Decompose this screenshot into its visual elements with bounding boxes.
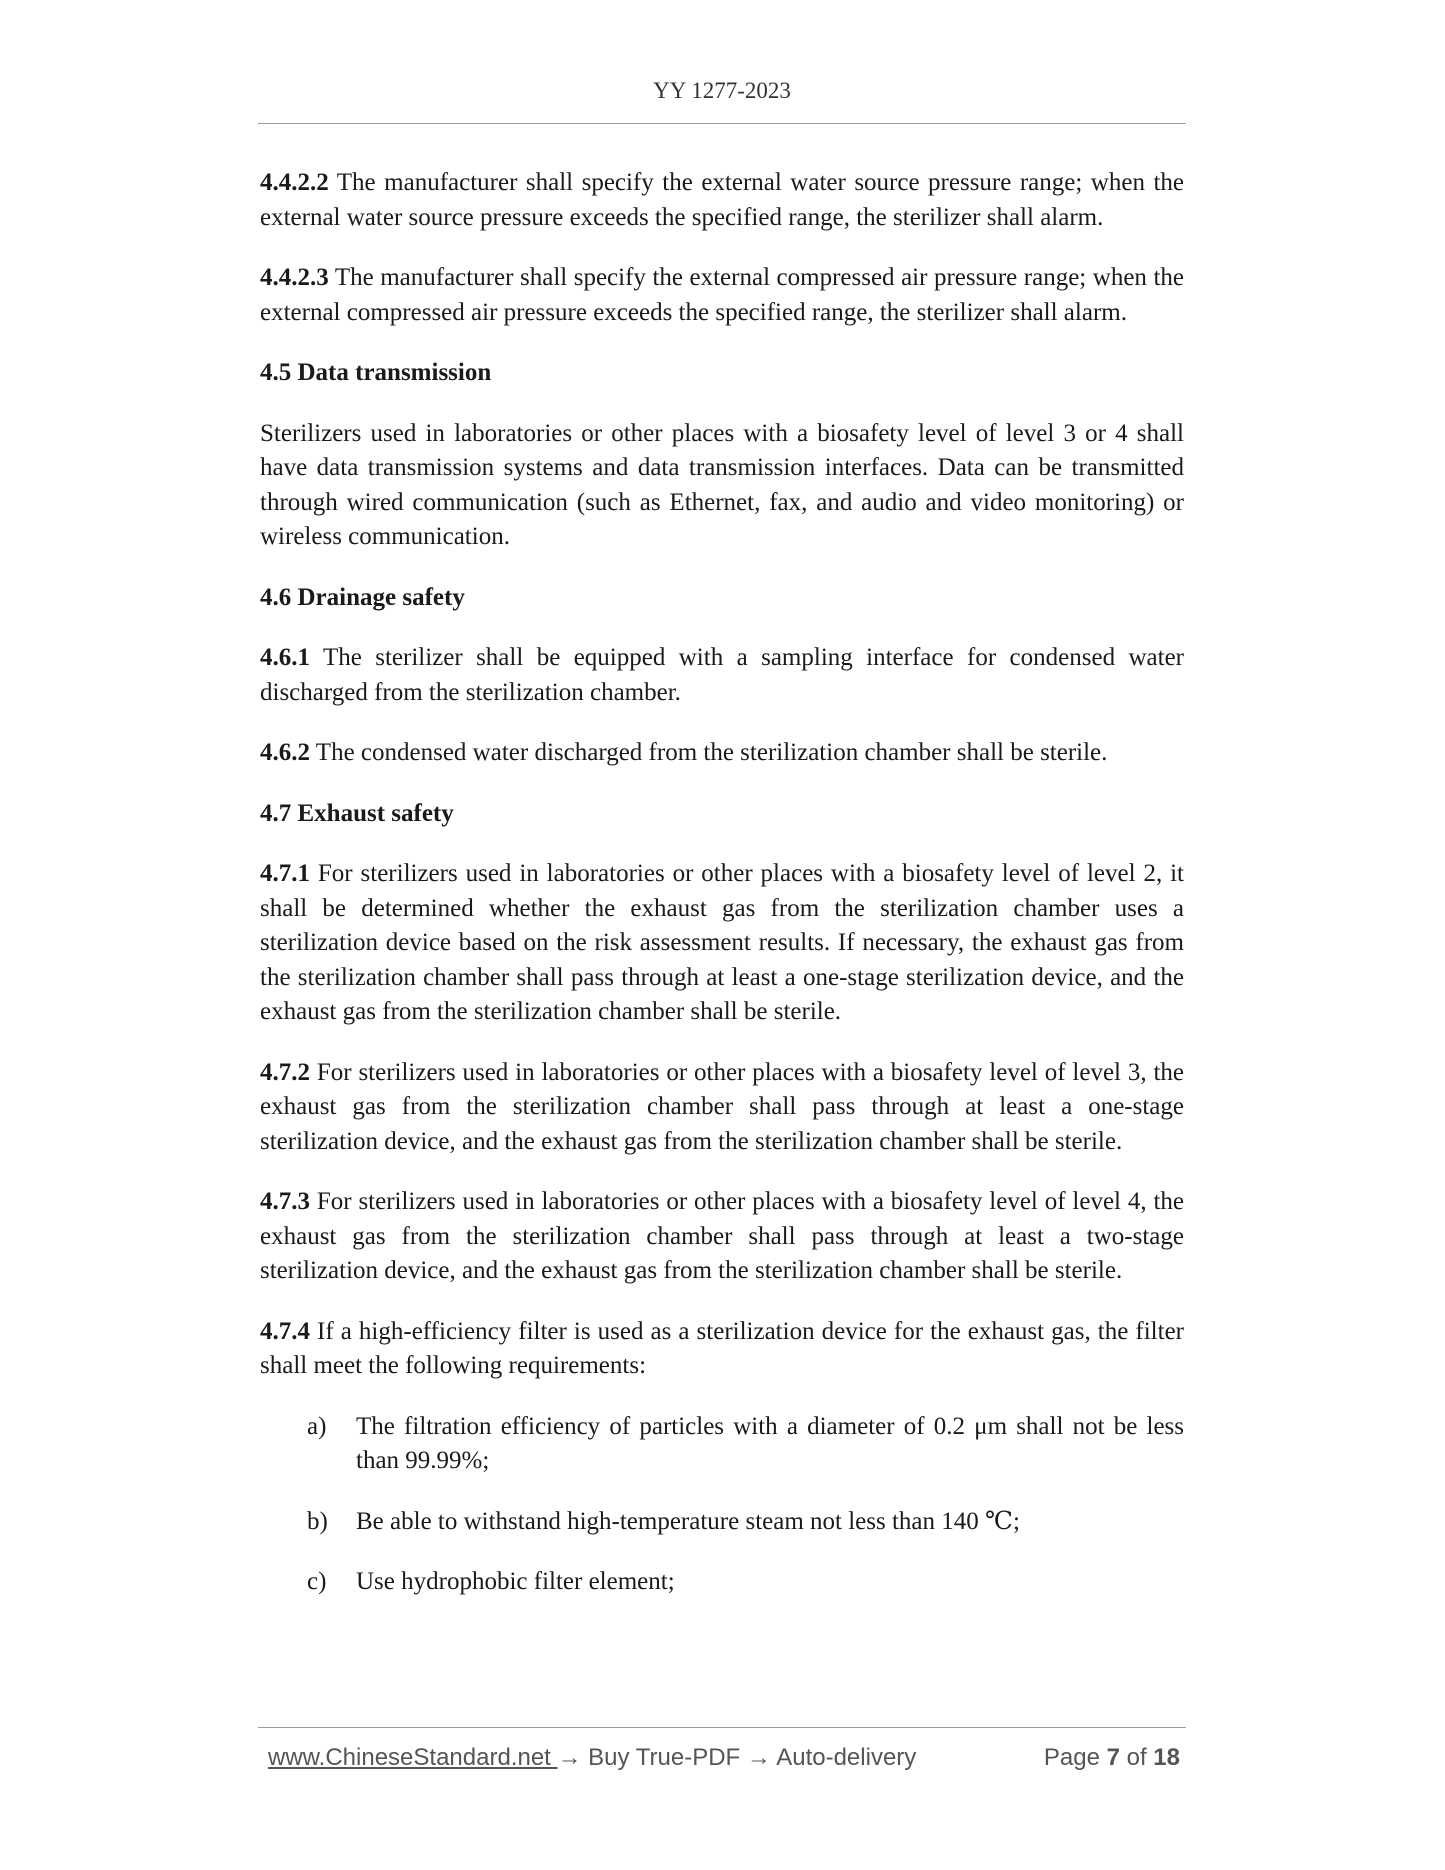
clause-number: 4.7.1 — [260, 860, 310, 887]
clause-text: If a high-efficiency filter is used as a sterilization device for the exhaust gas, the filter shall meet the following requirements: — [260, 1317, 1184, 1379]
clause-number: 4.4.2.3 — [260, 264, 329, 291]
total-page-count: 18 — [1153, 1744, 1180, 1771]
list-item-text: The filtration efficiency of particles with a diameter of 0.2 μm shall not be less than 99.99%; — [356, 1412, 1184, 1474]
clause-4-7-4 — [260, 1315, 1184, 1384]
clause-4-7-1 — [260, 857, 1184, 1030]
list-marker: c) — [307, 1568, 327, 1595]
clause-text: The sterilizer shall be equipped with a sampling interface for condensed water discharged from the sterilization chamber. — [260, 644, 1184, 706]
heading-4-5: 4.5 Data transmission — [260, 359, 492, 386]
clause-number: 4.6.2 — [260, 739, 310, 766]
page-header: YY 1277-2023 — [653, 78, 791, 103]
clause-4-4-2-2 — [260, 166, 1184, 235]
website-link[interactable]: www.ChineseStandard.net — [268, 1744, 558, 1771]
list-item — [260, 1565, 1184, 1600]
page-label: Page — [1043, 1744, 1107, 1771]
page-indicator — [1044, 1744, 1180, 1772]
clause-4-7-3 — [260, 1185, 1184, 1289]
clause-number: 4.7.4 — [260, 1317, 310, 1345]
list-item-text: Be able to withstand high-temperature steam not less than 140 ℃; — [356, 1507, 1020, 1535]
current-page-number: 7 — [1106, 1744, 1120, 1771]
heading-4-7: 4.7 Exhaust safety — [260, 799, 454, 827]
heading-4-6: 4.6 Drainage safety — [260, 583, 465, 611]
clause-number: 4.7.3 — [260, 1188, 310, 1215]
clause-4-5-body: Sterilizers used in laboratories or other places with a biosafety level of level 3 or 4 shall have data transmission systems and data transmission interfaces. Data can be transmitted through wired communication (such as Ethernet, fax, and audio and video monitoring) or wireless communication. — [260, 419, 1184, 550]
clause-text: For sterilizers used in laboratories or other places with a biosafety level of level 2, it shall be determined whether the exhaust gas from the sterilization chamber uses a sterilization device based on the risk assessment results. If necessary, the exhaust gas from the sterilization chamber shall pass through at least a one-stage sterilization device, and the exhaust gas from the sterilization chamber shall be sterile. — [260, 860, 1184, 1025]
footer-tagline: → Buy True-PDF → Auto-delivery — [557, 1744, 917, 1771]
clause-text: The condensed water discharged from the sterilization chamber shall be sterile. — [310, 739, 1108, 766]
clause-number: 4.4.2.2 — [260, 169, 329, 196]
header-divider — [258, 123, 1186, 124]
clause-text: For sterilizers used in laboratories or other places with a biosafety level of level 4, the exhaust gas from the sterilization chamber shall pass through at least a two-stage sterilization device, and the exhaust gas from the sterilization chamber shall be sterile. — [260, 1188, 1184, 1284]
footer-promo — [268, 1744, 916, 1772]
clause-4-6-2 — [260, 736, 1184, 771]
list-item — [260, 1410, 1184, 1479]
clause-4-6-1 — [260, 641, 1184, 710]
clause-text: The manufacturer shall specify the external water source pressure range; when the external water source pressure exceeds the specified range, the sterilizer shall alarm. — [260, 169, 1184, 231]
clause-text: For sterilizers used in laboratories or other places with a biosafety level of level 3, the exhaust gas from the sterilization chamber shall pass through at least a one-stage sterilization device, and the exhaust gas from the sterilization chamber shall be sterile. — [260, 1058, 1184, 1155]
clause-text: The manufacturer shall specify the external compressed air pressure range; when the external compressed air pressure exceeds the specified range, the sterilizer shall alarm. — [260, 264, 1184, 326]
clause-4-4-2-3 — [260, 261, 1184, 330]
list-item-text: Use hydrophobic filter element; — [356, 1568, 675, 1595]
page-body — [260, 166, 1184, 1626]
clause-number: 4.7.2 — [260, 1058, 310, 1086]
list-marker: a) — [307, 1412, 327, 1440]
list-item — [260, 1505, 1184, 1540]
clause-4-7-2 — [260, 1056, 1184, 1160]
of-label: of — [1119, 1744, 1154, 1771]
list-marker: b) — [307, 1507, 328, 1535]
footer-divider — [258, 1727, 1186, 1728]
clause-number: 4.6.1 — [260, 644, 310, 671]
